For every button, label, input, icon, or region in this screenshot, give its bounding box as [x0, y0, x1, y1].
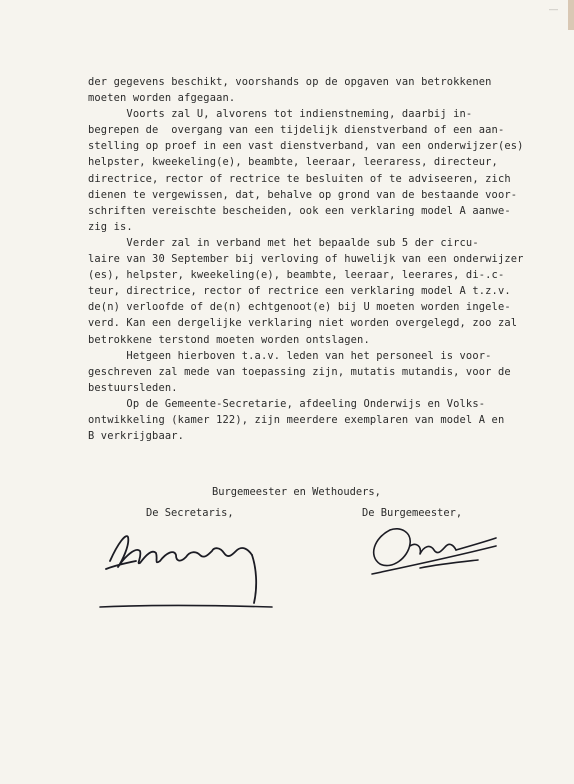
- mayor-label: De Burgemeester,: [362, 507, 463, 519]
- body-line: zig is.: [88, 220, 133, 233]
- corner-mark: [560, 0, 574, 30]
- secretary-signature: [96, 525, 276, 610]
- body-line: betrokkene terstond moeten worden ontslagen.: [88, 333, 370, 346]
- body-line: directrice, rector of rectrice te besluiten of te adviseeren, zich: [88, 172, 511, 185]
- body-line: stelling op proef in een vast dienstverband, van een onderwijzer(es): [88, 140, 524, 153]
- closing-line: Burgemeester en Wethouders,: [212, 486, 381, 498]
- body-line: dienen te vergewissen, dat, behalve op grond van de bestaande voor-: [88, 188, 518, 201]
- body-line: Voorts zal U, alvorens tot indienstneming, daarbij in-: [88, 108, 473, 121]
- body-line: Verder zal in verband met het bepaalde sub 5 der circu-: [88, 236, 479, 249]
- body-line: laire van 30 September bij verloving of huwelijk van een onderwijzer: [88, 253, 524, 266]
- body-line: ontwikkeling (kamer 122), zijn meerdere exemplaren van model A en: [88, 413, 505, 426]
- body-line: begrepen de overgang van een tijdelijk dienstverband of een aan-: [88, 124, 505, 137]
- body-line: der gegevens beschikt, voorshands op de opgaven van betrokkenen: [88, 76, 492, 88]
- body-line: helpster, kweekeling(e), beambte, leeraar, leeraress, directeur,: [88, 156, 498, 169]
- body-line: (es), helpster, kweekeling(e), beambte, leeraar, leerares, di-.c-: [88, 269, 505, 282]
- body-line: geschreven zal mede van toepassing zijn, mutatis mutandis, voor de: [88, 365, 511, 378]
- letter-body: [88, 74, 568, 444]
- body-line: moeten worden afgegaan.: [88, 92, 236, 105]
- mayor-signature: [360, 516, 510, 586]
- secretary-label: De Secretaris,: [146, 507, 234, 519]
- body-line: verd. Kan een dergelijke verklaring niet worden overgelegd, zoo zal: [88, 317, 518, 330]
- body-line: bestuursleden.: [88, 381, 178, 394]
- body-line: B verkrijgbaar.: [88, 430, 185, 443]
- body-line: Hetgeen hierboven t.a.v. leden van het personeel is voor-: [88, 349, 492, 362]
- body-line: de(n) verloofde of de(n) echtgenoot(e) bij U moeten worden ingele-: [88, 301, 511, 314]
- body-line: Op de Gemeente-Secretarie, afdeeling Onderwijs en Volks-: [88, 397, 486, 410]
- body-line: teur, directrice, rector of rectrice een verklaring model A t.z.v.: [88, 285, 511, 298]
- pencil-mark: —: [549, 4, 558, 14]
- body-line: schriften vereischte bescheiden, ook een verklaring model A aanwe-: [88, 204, 511, 217]
